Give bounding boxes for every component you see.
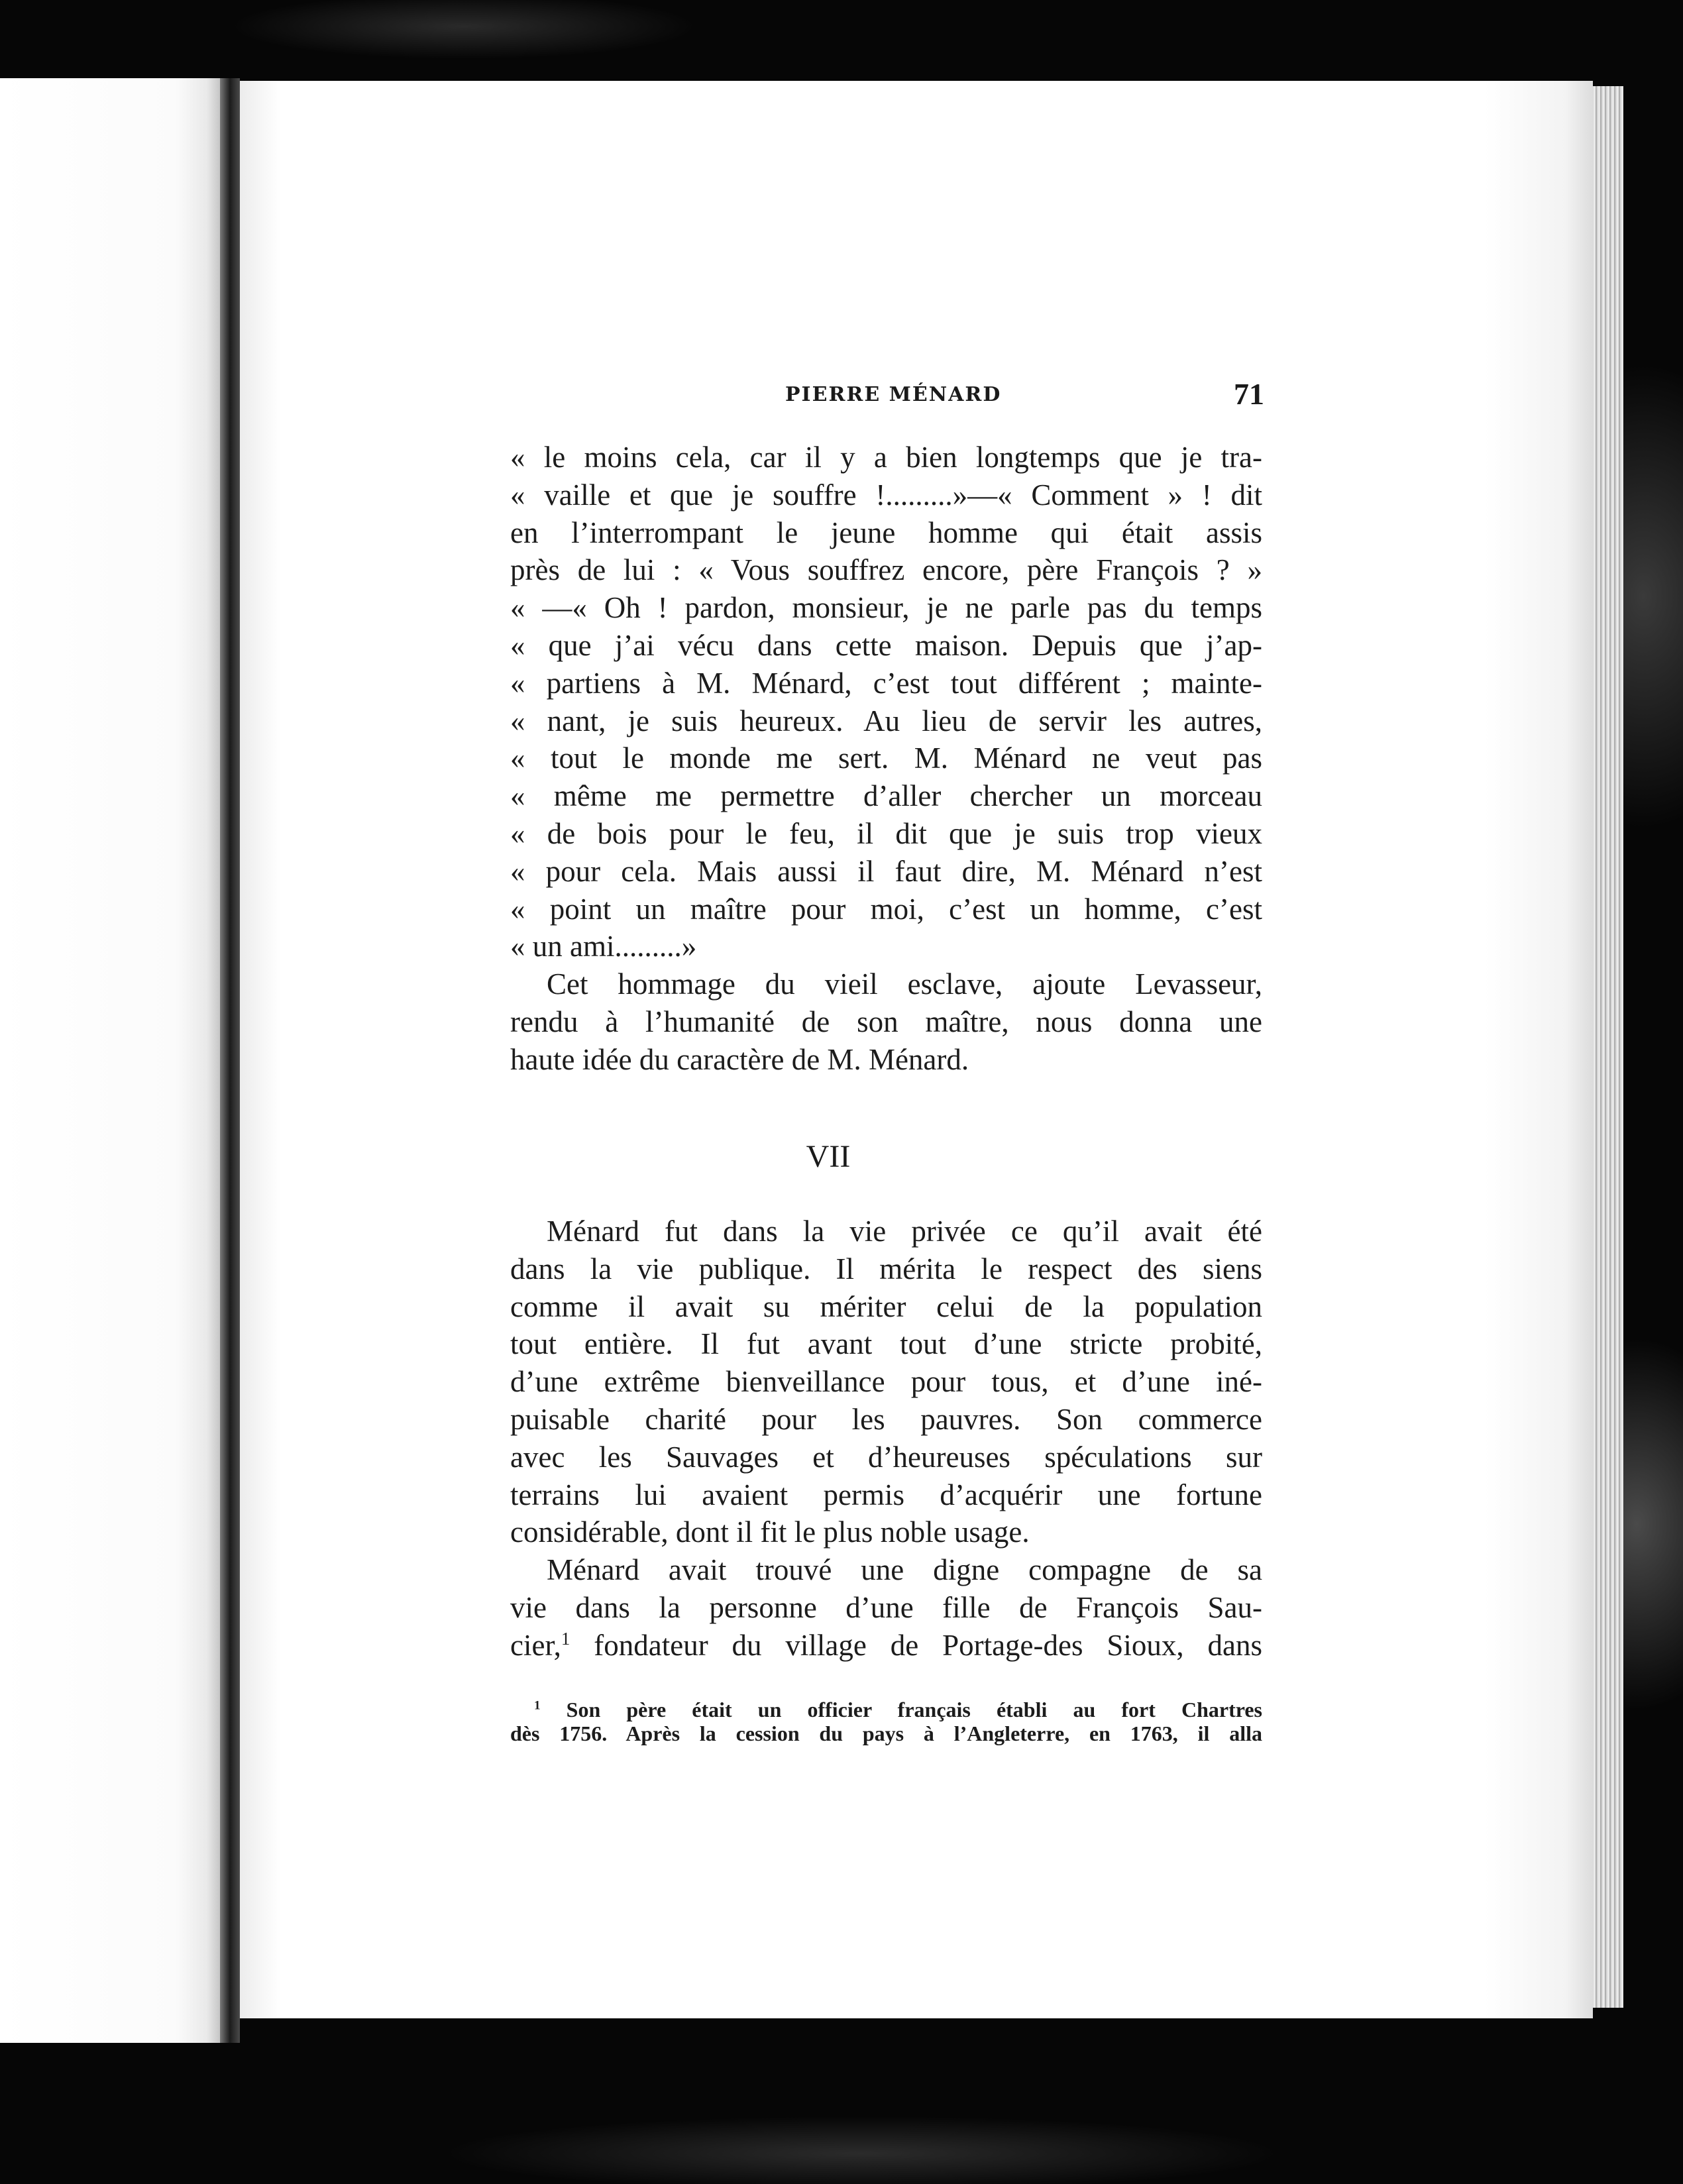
paragraph-menard-wife [510, 1551, 1262, 1664]
body-text-upper [510, 439, 1262, 1079]
text-line: près de lui : « Vous souffrez encore, père François ? » [510, 553, 1262, 587]
page-number: 71 [1234, 377, 1264, 411]
text-line: puisable charité pour les pauvres. Son commerce [510, 1402, 1262, 1436]
footnote [510, 1698, 1262, 1745]
footnote-marker: 1 [534, 1698, 541, 1713]
text-line: avec les Sauvages et d’heureuses spéculations sur [510, 1440, 1262, 1474]
paragraph-menard-life [510, 1213, 1262, 1551]
text-fragment: cier, [510, 1628, 561, 1662]
section-heading [0, 1138, 1683, 1175]
footnote-line [510, 1698, 1262, 1721]
text-line: « —« Oh ! pardon, monsieur, je ne parle pas du temps [510, 591, 1262, 625]
text-line: « le moins cela, car il y a bien longtemps que je tra- [510, 441, 1262, 474]
body-text-lower [510, 1213, 1262, 1665]
text-line: « même me permettre d’aller chercher un morceau [510, 779, 1262, 813]
text-line: en l’interrompant le jeune homme qui était assis [510, 516, 1262, 549]
text-line: haute idée du caractère de M. Ménard. [510, 1042, 969, 1076]
footnote-text: Son père était un officier français établi au fort Chartres [540, 1698, 1262, 1721]
text-line: comme il avait su mériter celui de la population [510, 1289, 1262, 1323]
text-line: « nant, je suis heureux. Au lieu de servir les autres, [510, 704, 1262, 737]
text-line: « que j’ai vécu dans cette maison. Depuis que j’ap- [510, 628, 1262, 662]
section-heading-label: VII [806, 1139, 851, 1174]
text-line: dans la vie publique. Il mérita le respect des siens [510, 1252, 1262, 1285]
text-fragment: fondateur du village de Portage-des Sioux, dans [570, 1628, 1262, 1662]
text-line: « pour cela. Mais aussi il faut dire, M. Ménard n’est [510, 854, 1262, 888]
text-line: terrains lui avaient permis d’acquérir une fortune [510, 1478, 1262, 1511]
text-line: « point un maître pour moi, c’est un homme, c’est [510, 892, 1262, 926]
text-line: « un ami.........» [510, 930, 697, 963]
facing-page-left [0, 78, 220, 2043]
book-gutter [220, 78, 240, 2043]
text-line: Ménard fut dans la vie privée ce qu’il avait été [547, 1215, 1262, 1248]
running-head: PIERRE MÉNARD [785, 383, 1002, 406]
text-line: « vaille et que je souffre !.........»—« Comment » ! dit [510, 478, 1262, 512]
footnote-reference[interactable]: 1 [561, 1628, 570, 1649]
footnote-line: dès 1756. Après la cession du pays à l’Angleterre, en 1763, il alla [510, 1721, 1262, 1745]
text-line: d’une extrême bienveillance pour tous, et d’une iné- [510, 1365, 1262, 1399]
text-line: tout entière. Il fut avant tout d’une stricte probité, [510, 1327, 1262, 1361]
paragraph-hommage [510, 965, 1262, 1078]
text-line [510, 1627, 1262, 1665]
text-line: Ménard avait trouvé une digne compagne de sa [547, 1553, 1262, 1587]
text-line: « de bois pour le feu, il dit que je suis trop vieux [510, 816, 1262, 850]
text-line: « tout le monde me sert. M. Ménard ne veut pas [510, 741, 1262, 775]
text-line: « partiens à M. Ménard, c’est tout différent ; mainte- [510, 666, 1262, 700]
text-line: considérable, dont il fit le plus noble usage. [510, 1515, 1030, 1549]
text-line: vie dans la personne d’une fille de François Sau- [510, 1590, 1262, 1624]
text-line: rendu à l’humanité de son maître, nous donna une [510, 1005, 1262, 1038]
text-line: Cet hommage du vieil esclave, ajoute Levasseur, [547, 967, 1262, 1001]
page-edges [1593, 86, 1623, 2008]
paragraph-quote [510, 439, 1262, 965]
